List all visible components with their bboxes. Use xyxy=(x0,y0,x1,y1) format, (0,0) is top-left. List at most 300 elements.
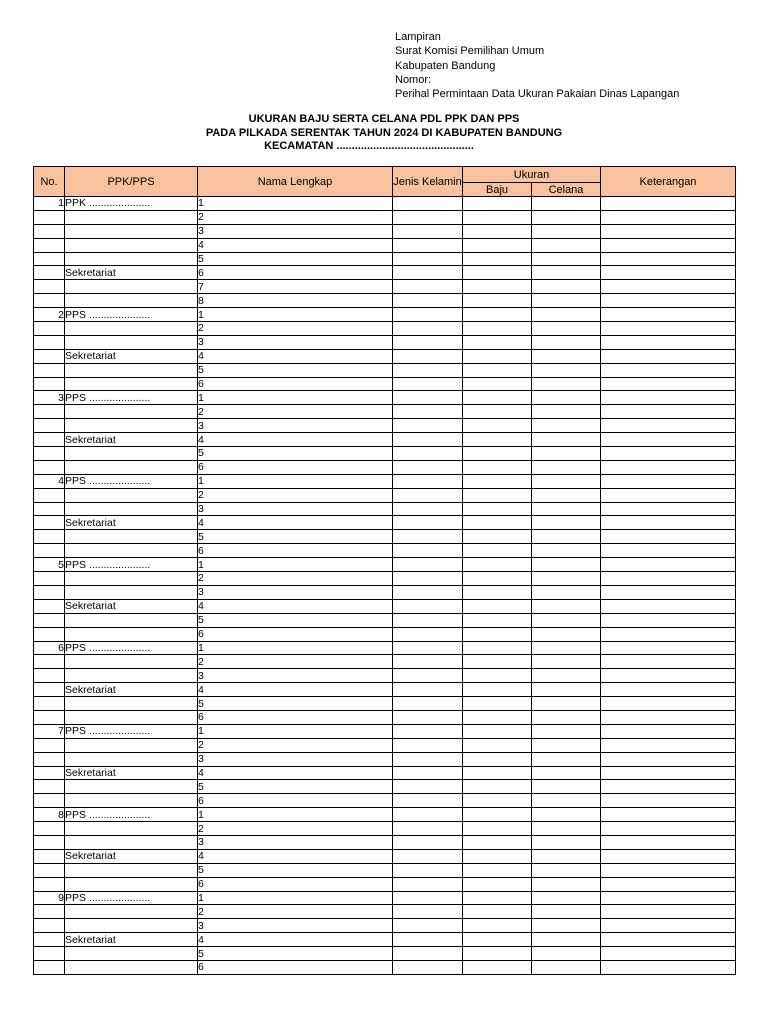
cell-baju[interactable] xyxy=(463,544,532,558)
cell-nama-lengkap[interactable]: 1 xyxy=(198,474,393,488)
cell-baju[interactable] xyxy=(463,766,532,780)
cell-ppk-pps: PPS ..................... xyxy=(65,641,198,655)
cell-nama-lengkap[interactable]: 3 xyxy=(198,585,393,599)
cell-keterangan[interactable] xyxy=(601,891,736,905)
cell-baju[interactable] xyxy=(463,933,532,947)
cell-ppk-pps: Sekretariat xyxy=(65,516,198,530)
cell-nama-lengkap[interactable]: 4 xyxy=(198,516,393,530)
cell-nama-lengkap[interactable]: 2 xyxy=(198,405,393,419)
cell-no: 8 xyxy=(34,808,65,822)
cell-nama-lengkap[interactable]: 2 xyxy=(198,322,393,336)
cell-jenis-kelamin[interactable] xyxy=(393,627,463,641)
cell-jenis-kelamin[interactable] xyxy=(393,266,463,280)
cell-celana[interactable] xyxy=(532,238,601,252)
cell-nama-lengkap[interactable]: 4 xyxy=(198,349,393,363)
cell-nama-lengkap[interactable]: 1 xyxy=(198,391,393,405)
cell-keterangan[interactable] xyxy=(601,724,736,738)
cell-nama-lengkap[interactable]: 2 xyxy=(198,655,393,669)
cell-ppk-pps xyxy=(65,405,198,419)
cell-jenis-kelamin[interactable] xyxy=(393,863,463,877)
cell-ppk-pps xyxy=(65,447,198,461)
cell-jenis-kelamin[interactable] xyxy=(393,447,463,461)
cell-celana[interactable] xyxy=(532,822,601,836)
cell-keterangan[interactable] xyxy=(601,960,736,974)
cell-celana[interactable] xyxy=(532,433,601,447)
cell-jenis-kelamin[interactable] xyxy=(393,947,463,961)
cell-celana[interactable] xyxy=(532,502,601,516)
cell-ppk-pps xyxy=(65,585,198,599)
cell-baju[interactable] xyxy=(463,502,532,516)
cell-no: 5 xyxy=(34,558,65,572)
cell-keterangan[interactable] xyxy=(601,599,736,613)
cell-nama-lengkap[interactable]: 6 xyxy=(198,460,393,474)
cell-celana[interactable] xyxy=(532,572,601,586)
cell-baju[interactable] xyxy=(463,460,532,474)
cell-keterangan[interactable] xyxy=(601,794,736,808)
cell-nama-lengkap[interactable]: 3 xyxy=(198,835,393,849)
cell-nama-lengkap[interactable]: 5 xyxy=(198,863,393,877)
cell-baju[interactable] xyxy=(463,669,532,683)
cell-celana[interactable] xyxy=(532,877,601,891)
cell-jenis-kelamin[interactable] xyxy=(393,697,463,711)
cell-keterangan[interactable] xyxy=(601,294,736,308)
cell-baju[interactable] xyxy=(463,655,532,669)
cell-nama-lengkap[interactable]: 8 xyxy=(198,294,393,308)
cell-keterangan[interactable] xyxy=(601,558,736,572)
cell-baju[interactable] xyxy=(463,308,532,322)
cell-celana[interactable] xyxy=(532,697,601,711)
cell-keterangan[interactable] xyxy=(601,585,736,599)
cell-keterangan[interactable] xyxy=(601,322,736,336)
cell-keterangan[interactable] xyxy=(601,877,736,891)
cell-nama-lengkap[interactable]: 2 xyxy=(198,572,393,586)
cell-jenis-kelamin[interactable] xyxy=(393,530,463,544)
cell-baju[interactable] xyxy=(463,572,532,586)
cell-jenis-kelamin[interactable] xyxy=(393,544,463,558)
cell-baju[interactable] xyxy=(463,683,532,697)
cell-celana[interactable] xyxy=(532,197,601,211)
cell-jenis-kelamin[interactable] xyxy=(393,363,463,377)
cell-jenis-kelamin[interactable] xyxy=(393,613,463,627)
cell-nama-lengkap[interactable]: 4 xyxy=(198,933,393,947)
cell-baju[interactable] xyxy=(463,947,532,961)
cell-jenis-kelamin[interactable] xyxy=(393,780,463,794)
cell-celana[interactable] xyxy=(532,960,601,974)
cell-celana[interactable] xyxy=(532,252,601,266)
cell-celana[interactable] xyxy=(532,558,601,572)
cell-baju[interactable] xyxy=(463,697,532,711)
cell-keterangan[interactable] xyxy=(601,905,736,919)
cell-nama-lengkap[interactable]: 3 xyxy=(198,335,393,349)
cell-celana[interactable] xyxy=(532,544,601,558)
cell-celana[interactable] xyxy=(532,516,601,530)
cell-keterangan[interactable] xyxy=(601,419,736,433)
cell-baju[interactable] xyxy=(463,752,532,766)
cell-keterangan[interactable] xyxy=(601,266,736,280)
cell-jenis-kelamin[interactable] xyxy=(393,558,463,572)
cell-jenis-kelamin[interactable] xyxy=(393,433,463,447)
cell-jenis-kelamin[interactable] xyxy=(393,919,463,933)
cell-nama-lengkap[interactable]: 5 xyxy=(198,613,393,627)
cell-nama-lengkap[interactable]: 2 xyxy=(198,738,393,752)
table-row xyxy=(34,808,736,822)
cell-celana[interactable] xyxy=(532,933,601,947)
cell-baju[interactable] xyxy=(463,433,532,447)
table-row xyxy=(34,544,736,558)
cell-nama-lengkap[interactable]: 4 xyxy=(198,238,393,252)
cell-baju[interactable] xyxy=(463,905,532,919)
cell-baju[interactable] xyxy=(463,822,532,836)
table-row xyxy=(34,349,736,363)
cell-jenis-kelamin[interactable] xyxy=(393,280,463,294)
cell-keterangan[interactable] xyxy=(601,197,736,211)
cell-celana[interactable] xyxy=(532,308,601,322)
cell-jenis-kelamin[interactable] xyxy=(393,419,463,433)
cell-celana[interactable] xyxy=(532,488,601,502)
cell-baju[interactable] xyxy=(463,710,532,724)
cell-celana[interactable] xyxy=(532,210,601,224)
cell-baju[interactable] xyxy=(463,877,532,891)
cell-baju[interactable] xyxy=(463,197,532,211)
cell-celana[interactable] xyxy=(532,266,601,280)
cell-keterangan[interactable] xyxy=(601,502,736,516)
cell-nama-lengkap[interactable]: 2 xyxy=(198,488,393,502)
cell-baju[interactable] xyxy=(463,613,532,627)
cell-baju[interactable] xyxy=(463,808,532,822)
cell-jenis-kelamin[interactable] xyxy=(393,669,463,683)
cell-baju[interactable] xyxy=(463,627,532,641)
cell-nama-lengkap[interactable]: 4 xyxy=(198,599,393,613)
cell-baju[interactable] xyxy=(463,294,532,308)
cell-keterangan[interactable] xyxy=(601,544,736,558)
cell-keterangan[interactable] xyxy=(601,738,736,752)
cell-celana[interactable] xyxy=(532,377,601,391)
cell-keterangan[interactable] xyxy=(601,641,736,655)
cell-keterangan[interactable] xyxy=(601,433,736,447)
cell-jenis-kelamin[interactable] xyxy=(393,210,463,224)
cell-keterangan[interactable] xyxy=(601,308,736,322)
cell-celana[interactable] xyxy=(532,460,601,474)
cell-jenis-kelamin[interactable] xyxy=(393,891,463,905)
cell-nama-lengkap[interactable]: 6 xyxy=(198,877,393,891)
cell-keterangan[interactable] xyxy=(601,863,736,877)
cell-nama-lengkap[interactable]: 3 xyxy=(198,224,393,238)
cell-keterangan[interactable] xyxy=(601,933,736,947)
cell-baju[interactable] xyxy=(463,794,532,808)
cell-no xyxy=(34,849,65,863)
cell-jenis-kelamin[interactable] xyxy=(393,391,463,405)
cell-celana[interactable] xyxy=(532,474,601,488)
cell-nama-lengkap[interactable]: 2 xyxy=(198,822,393,836)
cell-jenis-kelamin[interactable] xyxy=(393,405,463,419)
cell-jenis-kelamin[interactable] xyxy=(393,933,463,947)
cell-jenis-kelamin[interactable] xyxy=(393,238,463,252)
cell-celana[interactable] xyxy=(532,655,601,669)
cell-jenis-kelamin[interactable] xyxy=(393,655,463,669)
cell-baju[interactable] xyxy=(463,724,532,738)
cell-baju[interactable] xyxy=(463,349,532,363)
cell-jenis-kelamin[interactable] xyxy=(393,197,463,211)
cell-keterangan[interactable] xyxy=(601,405,736,419)
cell-keterangan[interactable] xyxy=(601,349,736,363)
cell-nama-lengkap[interactable]: 4 xyxy=(198,849,393,863)
cell-baju[interactable] xyxy=(463,377,532,391)
cell-jenis-kelamin[interactable] xyxy=(393,905,463,919)
cell-nama-lengkap[interactable]: 6 xyxy=(198,377,393,391)
cell-jenis-kelamin[interactable] xyxy=(393,808,463,822)
cell-no: 4 xyxy=(34,474,65,488)
cell-baju[interactable] xyxy=(463,238,532,252)
cell-ppk-pps xyxy=(65,905,198,919)
cell-nama-lengkap[interactable]: 7 xyxy=(198,280,393,294)
cell-nama-lengkap[interactable]: 4 xyxy=(198,766,393,780)
cell-baju[interactable] xyxy=(463,447,532,461)
cell-celana[interactable] xyxy=(532,599,601,613)
cell-jenis-kelamin[interactable] xyxy=(393,308,463,322)
cell-nama-lengkap[interactable]: 1 xyxy=(198,724,393,738)
cell-nama-lengkap[interactable]: 1 xyxy=(198,558,393,572)
cell-baju[interactable] xyxy=(463,835,532,849)
cell-keterangan[interactable] xyxy=(601,822,736,836)
cell-baju[interactable] xyxy=(463,558,532,572)
cell-keterangan[interactable] xyxy=(601,530,736,544)
cell-nama-lengkap[interactable]: 3 xyxy=(198,919,393,933)
cell-baju[interactable] xyxy=(463,738,532,752)
cell-celana[interactable] xyxy=(532,322,601,336)
table-row xyxy=(34,322,736,336)
cell-keterangan[interactable] xyxy=(601,613,736,627)
cell-nama-lengkap[interactable]: 1 xyxy=(198,891,393,905)
cell-celana[interactable] xyxy=(532,835,601,849)
cell-jenis-kelamin[interactable] xyxy=(393,377,463,391)
cell-baju[interactable] xyxy=(463,863,532,877)
cell-nama-lengkap[interactable]: 3 xyxy=(198,669,393,683)
cell-ppk-pps xyxy=(65,252,198,266)
cell-jenis-kelamin[interactable] xyxy=(393,224,463,238)
cell-keterangan[interactable] xyxy=(601,238,736,252)
cell-keterangan[interactable] xyxy=(601,752,736,766)
cell-jenis-kelamin[interactable] xyxy=(393,877,463,891)
cell-keterangan[interactable] xyxy=(601,627,736,641)
cell-keterangan[interactable] xyxy=(601,849,736,863)
cell-baju[interactable] xyxy=(463,516,532,530)
table-row xyxy=(34,641,736,655)
cell-keterangan[interactable] xyxy=(601,572,736,586)
cell-jenis-kelamin[interactable] xyxy=(393,516,463,530)
cell-jenis-kelamin[interactable] xyxy=(393,502,463,516)
cell-nama-lengkap[interactable]: 1 xyxy=(198,197,393,211)
cell-keterangan[interactable] xyxy=(601,280,736,294)
cell-celana[interactable] xyxy=(532,683,601,697)
cell-baju[interactable] xyxy=(463,322,532,336)
cell-baju[interactable] xyxy=(463,474,532,488)
cell-celana[interactable] xyxy=(532,905,601,919)
cell-baju[interactable] xyxy=(463,919,532,933)
cell-celana[interactable] xyxy=(532,849,601,863)
cell-keterangan[interactable] xyxy=(601,808,736,822)
cell-jenis-kelamin[interactable] xyxy=(393,322,463,336)
cell-celana[interactable] xyxy=(532,363,601,377)
cell-celana[interactable] xyxy=(532,738,601,752)
cell-keterangan[interactable] xyxy=(601,669,736,683)
cell-baju[interactable] xyxy=(463,391,532,405)
cell-baju[interactable] xyxy=(463,419,532,433)
cell-keterangan[interactable] xyxy=(601,683,736,697)
cell-nama-lengkap[interactable]: 1 xyxy=(198,808,393,822)
cell-baju[interactable] xyxy=(463,599,532,613)
cell-jenis-kelamin[interactable] xyxy=(393,738,463,752)
cell-celana[interactable] xyxy=(532,780,601,794)
cell-jenis-kelamin[interactable] xyxy=(393,572,463,586)
cell-celana[interactable] xyxy=(532,613,601,627)
cell-baju[interactable] xyxy=(463,405,532,419)
cell-jenis-kelamin[interactable] xyxy=(393,835,463,849)
cell-keterangan[interactable] xyxy=(601,488,736,502)
cell-nama-lengkap[interactable]: 1 xyxy=(198,308,393,322)
cell-celana[interactable] xyxy=(532,863,601,877)
cell-jenis-kelamin[interactable] xyxy=(393,849,463,863)
cell-baju[interactable] xyxy=(463,530,532,544)
cell-nama-lengkap[interactable]: 5 xyxy=(198,447,393,461)
cell-nama-lengkap[interactable]: 6 xyxy=(198,627,393,641)
cell-nama-lengkap[interactable]: 6 xyxy=(198,266,393,280)
cell-keterangan[interactable] xyxy=(601,210,736,224)
cell-celana[interactable] xyxy=(532,419,601,433)
cell-jenis-kelamin[interactable] xyxy=(393,599,463,613)
cell-baju[interactable] xyxy=(463,266,532,280)
cell-celana[interactable] xyxy=(532,891,601,905)
cell-keterangan[interactable] xyxy=(601,516,736,530)
cell-jenis-kelamin[interactable] xyxy=(393,488,463,502)
cell-nama-lengkap[interactable]: 6 xyxy=(198,960,393,974)
cell-celana[interactable] xyxy=(532,447,601,461)
cell-keterangan[interactable] xyxy=(601,919,736,933)
cell-baju[interactable] xyxy=(463,849,532,863)
cell-baju[interactable] xyxy=(463,252,532,266)
cell-keterangan[interactable] xyxy=(601,377,736,391)
cell-jenis-kelamin[interactable] xyxy=(393,752,463,766)
cell-nama-lengkap[interactable]: 6 xyxy=(198,544,393,558)
cell-nama-lengkap[interactable]: 5 xyxy=(198,780,393,794)
cell-jenis-kelamin[interactable] xyxy=(393,252,463,266)
cell-celana[interactable] xyxy=(532,530,601,544)
cell-nama-lengkap[interactable]: 5 xyxy=(198,252,393,266)
cell-baju[interactable] xyxy=(463,585,532,599)
cell-keterangan[interactable] xyxy=(601,391,736,405)
cell-jenis-kelamin[interactable] xyxy=(393,822,463,836)
cell-celana[interactable] xyxy=(532,766,601,780)
cell-celana[interactable] xyxy=(532,752,601,766)
cell-jenis-kelamin[interactable] xyxy=(393,683,463,697)
cell-celana[interactable] xyxy=(532,724,601,738)
cell-jenis-kelamin[interactable] xyxy=(393,766,463,780)
cell-jenis-kelamin[interactable] xyxy=(393,349,463,363)
cell-nama-lengkap[interactable]: 3 xyxy=(198,419,393,433)
cell-no xyxy=(34,210,65,224)
cell-nama-lengkap[interactable]: 5 xyxy=(198,947,393,961)
cell-keterangan[interactable] xyxy=(601,335,736,349)
cell-nama-lengkap[interactable]: 2 xyxy=(198,905,393,919)
cell-jenis-kelamin[interactable] xyxy=(393,960,463,974)
cell-ppk-pps xyxy=(65,960,198,974)
cell-baju[interactable] xyxy=(463,488,532,502)
cell-celana[interactable] xyxy=(532,391,601,405)
cell-celana[interactable] xyxy=(532,919,601,933)
cell-ppk-pps: Sekretariat xyxy=(65,349,198,363)
cell-baju[interactable] xyxy=(463,960,532,974)
cell-keterangan[interactable] xyxy=(601,474,736,488)
cell-keterangan[interactable] xyxy=(601,710,736,724)
cell-keterangan[interactable] xyxy=(601,460,736,474)
cell-ppk-pps xyxy=(65,502,198,516)
cell-nama-lengkap[interactable]: 5 xyxy=(198,363,393,377)
cell-celana[interactable] xyxy=(532,794,601,808)
cell-celana[interactable] xyxy=(532,808,601,822)
cell-baju[interactable] xyxy=(463,210,532,224)
cell-celana[interactable] xyxy=(532,947,601,961)
cell-nama-lengkap[interactable]: 6 xyxy=(198,794,393,808)
cell-nama-lengkap[interactable]: 3 xyxy=(198,502,393,516)
cell-jenis-kelamin[interactable] xyxy=(393,294,463,308)
cell-jenis-kelamin[interactable] xyxy=(393,710,463,724)
cell-keterangan[interactable] xyxy=(601,655,736,669)
cell-jenis-kelamin[interactable] xyxy=(393,460,463,474)
cell-keterangan[interactable] xyxy=(601,224,736,238)
cell-nama-lengkap[interactable]: 5 xyxy=(198,697,393,711)
cell-keterangan[interactable] xyxy=(601,252,736,266)
cell-celana[interactable] xyxy=(532,405,601,419)
cell-baju[interactable] xyxy=(463,641,532,655)
cell-baju[interactable] xyxy=(463,335,532,349)
cell-nama-lengkap[interactable]: 2 xyxy=(198,210,393,224)
cell-jenis-kelamin[interactable] xyxy=(393,794,463,808)
cell-baju[interactable] xyxy=(463,780,532,794)
cell-jenis-kelamin[interactable] xyxy=(393,474,463,488)
cell-keterangan[interactable] xyxy=(601,766,736,780)
cell-celana[interactable] xyxy=(532,335,601,349)
cell-keterangan[interactable] xyxy=(601,697,736,711)
cell-baju[interactable] xyxy=(463,280,532,294)
cell-celana[interactable] xyxy=(532,294,601,308)
cell-celana[interactable] xyxy=(532,224,601,238)
cell-nama-lengkap[interactable]: 1 xyxy=(198,641,393,655)
cell-celana[interactable] xyxy=(532,669,601,683)
cell-celana[interactable] xyxy=(532,710,601,724)
cell-keterangan[interactable] xyxy=(601,447,736,461)
cell-celana[interactable] xyxy=(532,280,601,294)
cell-nama-lengkap[interactable]: 4 xyxy=(198,683,393,697)
cell-nama-lengkap[interactable]: 6 xyxy=(198,710,393,724)
cell-nama-lengkap[interactable]: 5 xyxy=(198,530,393,544)
cell-baju[interactable] xyxy=(463,224,532,238)
cell-baju[interactable] xyxy=(463,891,532,905)
cell-nama-lengkap[interactable]: 4 xyxy=(198,433,393,447)
cell-keterangan[interactable] xyxy=(601,363,736,377)
cell-keterangan[interactable] xyxy=(601,835,736,849)
cell-celana[interactable] xyxy=(532,585,601,599)
cell-nama-lengkap[interactable]: 3 xyxy=(198,752,393,766)
cell-jenis-kelamin[interactable] xyxy=(393,335,463,349)
cell-celana[interactable] xyxy=(532,349,601,363)
cell-jenis-kelamin[interactable] xyxy=(393,724,463,738)
cell-keterangan[interactable] xyxy=(601,947,736,961)
cell-jenis-kelamin[interactable] xyxy=(393,585,463,599)
cell-keterangan[interactable] xyxy=(601,780,736,794)
cell-celana[interactable] xyxy=(532,641,601,655)
cell-baju[interactable] xyxy=(463,363,532,377)
cell-celana[interactable] xyxy=(532,627,601,641)
cell-jenis-kelamin[interactable] xyxy=(393,641,463,655)
